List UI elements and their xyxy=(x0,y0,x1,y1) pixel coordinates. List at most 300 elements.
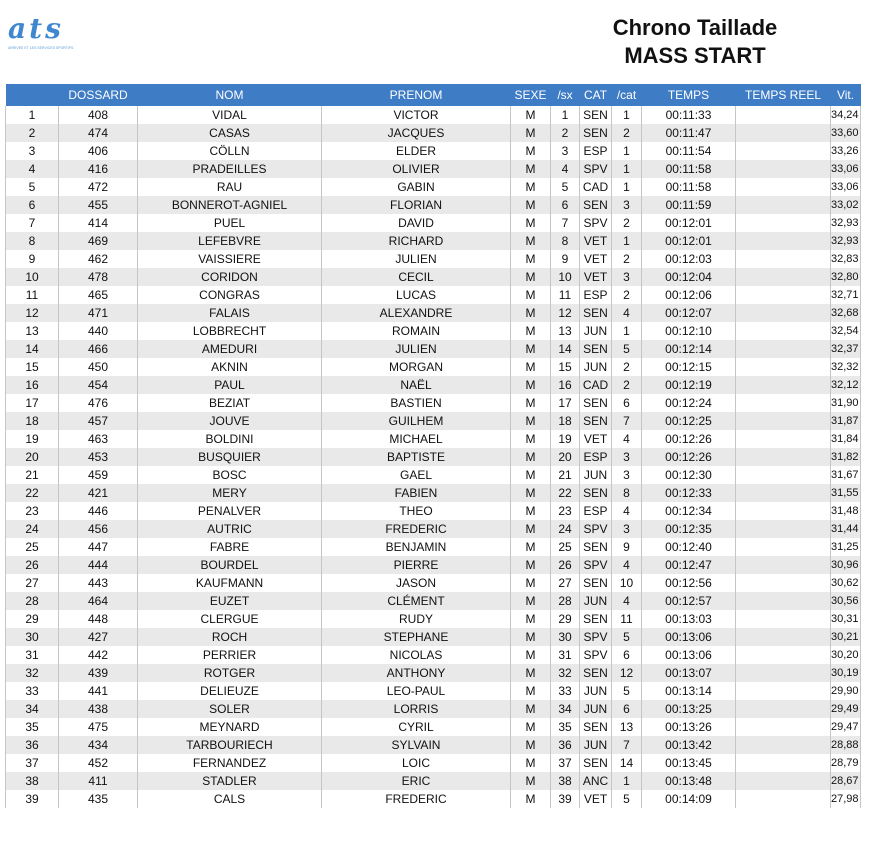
cell-rank-sex: 2 xyxy=(551,124,580,142)
cell-cat: JUN xyxy=(580,322,612,340)
cell-prenom: RICHARD xyxy=(322,232,511,250)
cell-rank: 20 xyxy=(6,448,59,466)
cell-nom: STADLER xyxy=(138,772,322,790)
cell-vitesse: 31,84 xyxy=(831,430,861,448)
cell-rank-cat: 3 xyxy=(612,268,642,286)
cell-vitesse: 31,44 xyxy=(831,520,861,538)
cell-rank-cat: 6 xyxy=(612,646,642,664)
cell-dossard: 443 xyxy=(59,574,138,592)
cell-rank-sex: 28 xyxy=(551,592,580,610)
cell-rank: 33 xyxy=(6,682,59,700)
cell-rank-cat: 2 xyxy=(612,358,642,376)
cell-temps-reel xyxy=(736,268,831,286)
cell-cat: SEN xyxy=(580,340,612,358)
cell-sexe: M xyxy=(511,214,551,232)
cell-rank: 26 xyxy=(6,556,59,574)
cell-temps-reel xyxy=(736,718,831,736)
table-row xyxy=(6,592,861,610)
cell-vitesse: 30,56 xyxy=(831,592,861,610)
cell-temps-reel xyxy=(736,250,831,268)
cell-temps-reel xyxy=(736,556,831,574)
cell-rank-sex: 21 xyxy=(551,466,580,484)
cell-dossard: 447 xyxy=(59,538,138,556)
cell-sexe: M xyxy=(511,628,551,646)
cell-rank-sex: 5 xyxy=(551,178,580,196)
cell-cat: SEN xyxy=(580,484,612,502)
cell-rank-cat: 1 xyxy=(612,142,642,160)
cell-vitesse: 32,71 xyxy=(831,286,861,304)
cell-rank: 38 xyxy=(6,772,59,790)
cell-rank-sex: 13 xyxy=(551,322,580,340)
cell-dossard: 455 xyxy=(59,196,138,214)
cell-dossard: 475 xyxy=(59,718,138,736)
cell-cat: VET xyxy=(580,430,612,448)
table-row xyxy=(6,538,861,556)
cell-nom: TARBOURIECH xyxy=(138,736,322,754)
table-row xyxy=(6,286,861,304)
cell-sexe: M xyxy=(511,340,551,358)
cell-vitesse: 29,47 xyxy=(831,718,861,736)
cell-cat: SPV xyxy=(580,646,612,664)
cell-rank-sex: 32 xyxy=(551,664,580,682)
cell-temps-reel xyxy=(736,106,831,124)
cell-nom: LOBBRECHT xyxy=(138,322,322,340)
table-row xyxy=(6,196,861,214)
cell-rank-cat: 13 xyxy=(612,718,642,736)
column-header-rank-cat: /cat xyxy=(616,88,637,102)
cell-dossard: 408 xyxy=(59,106,138,124)
cell-vitesse: 33,06 xyxy=(831,178,861,196)
cell-rank-cat: 4 xyxy=(612,502,642,520)
cell-vitesse: 31,67 xyxy=(831,466,861,484)
cell-prenom: FABIEN xyxy=(322,484,511,502)
cell-rank: 11 xyxy=(6,286,59,304)
cell-rank-sex: 17 xyxy=(551,394,580,412)
cell-dossard: 457 xyxy=(59,412,138,430)
cell-rank-cat: 2 xyxy=(612,376,642,394)
cell-temps-reel xyxy=(736,682,831,700)
cell-rank-cat: 1 xyxy=(612,232,642,250)
cell-rank-cat: 6 xyxy=(612,700,642,718)
table-row xyxy=(6,340,861,358)
cell-temps: 00:12:01 xyxy=(642,214,736,232)
cell-temps-reel xyxy=(736,304,831,322)
cell-vitesse: 27,98 xyxy=(831,790,861,808)
cell-rank: 30 xyxy=(6,628,59,646)
cell-vitesse: 31,87 xyxy=(831,412,861,430)
cell-vitesse: 33,60 xyxy=(831,124,861,142)
cell-temps-reel xyxy=(736,610,831,628)
cell-temps: 00:13:06 xyxy=(642,646,736,664)
cell-cat: ESP xyxy=(580,448,612,466)
cell-prenom: JULIEN xyxy=(322,340,511,358)
cell-rank-cat: 3 xyxy=(612,448,642,466)
cell-vitesse: 30,31 xyxy=(831,610,861,628)
cell-cat: VET xyxy=(580,232,612,250)
table-row xyxy=(6,646,861,664)
cell-rank-sex: 37 xyxy=(551,754,580,772)
cell-dossard: 456 xyxy=(59,520,138,538)
cell-dossard: 462 xyxy=(59,250,138,268)
cell-dossard: 427 xyxy=(59,628,138,646)
cell-vitesse: 31,90 xyxy=(831,394,861,412)
cell-temps: 00:11:59 xyxy=(642,196,736,214)
cell-vitesse: 32,80 xyxy=(831,268,861,286)
cell-rank-cat: 8 xyxy=(612,484,642,502)
cell-temps: 00:12:40 xyxy=(642,538,736,556)
cell-cat: SEN xyxy=(580,610,612,628)
cell-vitesse: 33,02 xyxy=(831,196,861,214)
cell-prenom: STEPHANE xyxy=(322,628,511,646)
cell-temps: 00:12:34 xyxy=(642,502,736,520)
table-row xyxy=(6,466,861,484)
cell-temps-reel xyxy=(736,142,831,160)
cell-dossard: 453 xyxy=(59,448,138,466)
cell-nom: PRADEILLES xyxy=(138,160,322,178)
cell-rank-cat: 4 xyxy=(612,592,642,610)
cell-rank-sex: 30 xyxy=(551,628,580,646)
cell-nom: BUSQUIER xyxy=(138,448,322,466)
table-row xyxy=(6,430,861,448)
cell-sexe: M xyxy=(511,574,551,592)
cell-prenom: BASTIEN xyxy=(322,394,511,412)
cell-temps-reel xyxy=(736,772,831,790)
cell-vitesse: 31,82 xyxy=(831,448,861,466)
cell-cat: SEN xyxy=(580,574,612,592)
cell-dossard: 459 xyxy=(59,466,138,484)
table-row xyxy=(6,628,861,646)
cell-cat: ESP xyxy=(580,286,612,304)
table-row xyxy=(6,250,861,268)
cell-nom: CALS xyxy=(138,790,322,808)
cell-rank-sex: 39 xyxy=(551,790,580,808)
cell-cat: SEN xyxy=(580,106,612,124)
cell-rank: 4 xyxy=(6,160,59,178)
cell-prenom: THEO xyxy=(322,502,511,520)
cell-prenom: LOIC xyxy=(322,754,511,772)
cell-nom: CÖLLN xyxy=(138,142,322,160)
column-header-vitesse: Vit. xyxy=(836,88,855,102)
cell-sexe: M xyxy=(511,700,551,718)
cell-rank-cat: 2 xyxy=(612,286,642,304)
cell-rank-sex: 25 xyxy=(551,538,580,556)
cell-temps: 00:12:14 xyxy=(642,340,736,358)
logo-text: ats xyxy=(8,12,64,45)
table-row xyxy=(6,232,861,250)
cell-temps: 00:14:09 xyxy=(642,790,736,808)
cell-sexe: M xyxy=(511,484,551,502)
cell-dossard: 421 xyxy=(59,484,138,502)
cell-sexe: M xyxy=(511,790,551,808)
cell-prenom: RUDY xyxy=(322,610,511,628)
table-row xyxy=(6,700,861,718)
cell-prenom: MORGAN xyxy=(322,358,511,376)
cell-vitesse: 30,62 xyxy=(831,574,861,592)
cell-cat: VET xyxy=(580,790,612,808)
cell-temps-reel xyxy=(736,790,831,808)
cell-sexe: M xyxy=(511,322,551,340)
cell-cat: SEN xyxy=(580,304,612,322)
cell-rank-cat: 1 xyxy=(612,322,642,340)
cell-rank: 31 xyxy=(6,646,59,664)
cell-nom: BOSC xyxy=(138,466,322,484)
cell-nom: PUEL xyxy=(138,214,322,232)
cell-nom: CLERGUE xyxy=(138,610,322,628)
column-header-sexe: SEXE xyxy=(514,88,547,102)
cell-temps-reel xyxy=(736,178,831,196)
cell-cat: SPV xyxy=(580,160,612,178)
cell-dossard: 450 xyxy=(59,358,138,376)
cell-sexe: M xyxy=(511,124,551,142)
cell-rank-cat: 3 xyxy=(612,466,642,484)
cell-prenom: MICHAEL xyxy=(322,430,511,448)
cell-rank-cat: 9 xyxy=(612,538,642,556)
cell-sexe: M xyxy=(511,664,551,682)
cell-rank: 39 xyxy=(6,790,59,808)
cell-sexe: M xyxy=(511,520,551,538)
cell-temps-reel xyxy=(736,214,831,232)
column-header-rank xyxy=(6,84,59,106)
cell-temps-reel xyxy=(736,160,831,178)
results-table xyxy=(5,84,861,808)
cell-prenom: LUCAS xyxy=(322,286,511,304)
cell-rank-sex: 35 xyxy=(551,718,580,736)
cell-cat: ESP xyxy=(580,502,612,520)
table-row xyxy=(6,124,861,142)
cell-rank: 14 xyxy=(6,340,59,358)
cell-dossard: 411 xyxy=(59,772,138,790)
cell-rank-cat: 10 xyxy=(612,574,642,592)
cell-temps-reel xyxy=(736,754,831,772)
cell-cat: SPV xyxy=(580,520,612,538)
cell-temps: 00:12:57 xyxy=(642,592,736,610)
table-row xyxy=(6,358,861,376)
cell-vitesse: 30,20 xyxy=(831,646,861,664)
cell-prenom: JULIEN xyxy=(322,250,511,268)
cell-dossard: 448 xyxy=(59,610,138,628)
cell-prenom: CYRIL xyxy=(322,718,511,736)
cell-rank-sex: 6 xyxy=(551,196,580,214)
cell-sexe: M xyxy=(511,646,551,664)
cell-rank-cat: 14 xyxy=(612,754,642,772)
cell-rank-cat: 4 xyxy=(612,304,642,322)
cell-temps: 00:13:03 xyxy=(642,610,736,628)
cell-temps: 00:12:15 xyxy=(642,358,736,376)
page-title xyxy=(560,14,830,70)
cell-temps: 00:12:04 xyxy=(642,268,736,286)
cell-temps: 00:12:47 xyxy=(642,556,736,574)
cell-rank: 7 xyxy=(6,214,59,232)
cell-temps: 00:13:48 xyxy=(642,772,736,790)
cell-sexe: M xyxy=(511,268,551,286)
cell-dossard: 463 xyxy=(59,430,138,448)
cell-temps-reel xyxy=(736,664,831,682)
cell-temps-reel xyxy=(736,412,831,430)
cell-nom: MERY xyxy=(138,484,322,502)
cell-dossard: 440 xyxy=(59,322,138,340)
cell-nom: AUTRIC xyxy=(138,520,322,538)
column-header-dossard: DOSSARD xyxy=(68,88,128,102)
cell-rank: 22 xyxy=(6,484,59,502)
cell-rank-sex: 4 xyxy=(551,160,580,178)
cell-rank: 32 xyxy=(6,664,59,682)
cell-nom: MEYNARD xyxy=(138,718,322,736)
cell-cat: SPV xyxy=(580,556,612,574)
cell-vitesse: 29,90 xyxy=(831,682,861,700)
cell-rank-cat: 1 xyxy=(612,160,642,178)
cell-vitesse: 32,93 xyxy=(831,214,861,232)
cell-prenom: VICTOR xyxy=(322,106,511,124)
cell-nom: FALAIS xyxy=(138,304,322,322)
cell-nom: LEFEBVRE xyxy=(138,232,322,250)
cell-rank-cat: 1 xyxy=(612,178,642,196)
cell-rank-cat: 5 xyxy=(612,790,642,808)
cell-temps-reel xyxy=(736,448,831,466)
table-row xyxy=(6,484,861,502)
cell-rank-sex: 1 xyxy=(551,106,580,124)
cell-temps: 00:12:35 xyxy=(642,520,736,538)
cell-temps: 00:12:26 xyxy=(642,430,736,448)
cell-vitesse: 30,21 xyxy=(831,628,861,646)
table-row xyxy=(6,106,861,124)
cell-rank-sex: 24 xyxy=(551,520,580,538)
cell-temps-reel xyxy=(736,286,831,304)
cell-temps: 00:12:07 xyxy=(642,304,736,322)
cell-temps-reel xyxy=(736,628,831,646)
table-row xyxy=(6,214,861,232)
cell-nom: PAUL xyxy=(138,376,322,394)
cell-sexe: M xyxy=(511,592,551,610)
cell-prenom: BENJAMIN xyxy=(322,538,511,556)
cell-cat: SEN xyxy=(580,394,612,412)
event-name: Chrono Taillade xyxy=(612,15,778,40)
table-row xyxy=(6,160,861,178)
cell-cat: SEN xyxy=(580,538,612,556)
cell-temps: 00:12:01 xyxy=(642,232,736,250)
column-header-temps-reel: TEMPS REEL xyxy=(744,88,822,102)
cell-vitesse: 28,88 xyxy=(831,736,861,754)
table-row xyxy=(6,394,861,412)
cell-temps: 00:11:58 xyxy=(642,160,736,178)
cell-vitesse: 28,79 xyxy=(831,754,861,772)
cell-temps-reel xyxy=(736,196,831,214)
cell-temps: 00:13:26 xyxy=(642,718,736,736)
cell-sexe: M xyxy=(511,448,551,466)
header-row xyxy=(6,84,861,106)
cell-temps-reel xyxy=(736,502,831,520)
cell-temps-reel xyxy=(736,376,831,394)
cell-vitesse: 29,49 xyxy=(831,700,861,718)
cell-rank-sex: 23 xyxy=(551,502,580,520)
cell-sexe: M xyxy=(511,556,551,574)
cell-cat: JUN xyxy=(580,700,612,718)
cell-rank: 36 xyxy=(6,736,59,754)
column-header-rank-sex: /sx xyxy=(557,88,573,102)
cell-rank-cat: 11 xyxy=(612,610,642,628)
cell-temps: 00:12:03 xyxy=(642,250,736,268)
cell-sexe: M xyxy=(511,754,551,772)
logo-subtitle: ARRIVEE ET LES SERVICES SPORTIFS xyxy=(8,46,74,50)
cell-rank-sex: 27 xyxy=(551,574,580,592)
cell-temps-reel xyxy=(736,466,831,484)
cell-dossard: 452 xyxy=(59,754,138,772)
cell-nom: EUZET xyxy=(138,592,322,610)
cell-rank-sex: 22 xyxy=(551,484,580,502)
race-name: MASS START xyxy=(624,43,766,68)
cell-temps: 00:12:33 xyxy=(642,484,736,502)
cell-temps: 00:13:42 xyxy=(642,736,736,754)
cell-rank-cat: 12 xyxy=(612,664,642,682)
cell-dossard: 464 xyxy=(59,592,138,610)
cell-rank-sex: 31 xyxy=(551,646,580,664)
cell-nom: BOURDEL xyxy=(138,556,322,574)
cell-rank: 34 xyxy=(6,700,59,718)
column-header-temps: TEMPS xyxy=(667,88,710,102)
cell-nom: CASAS xyxy=(138,124,322,142)
cell-dossard: 466 xyxy=(59,340,138,358)
cell-sexe: M xyxy=(511,466,551,484)
cell-rank: 10 xyxy=(6,268,59,286)
cell-rank-cat: 7 xyxy=(612,412,642,430)
table-row xyxy=(6,178,861,196)
cell-nom: PENALVER xyxy=(138,502,322,520)
cell-temps-reel xyxy=(736,520,831,538)
cell-vitesse: 33,26 xyxy=(831,142,861,160)
cell-temps: 00:13:45 xyxy=(642,754,736,772)
cell-sexe: M xyxy=(511,502,551,520)
cell-sexe: M xyxy=(511,718,551,736)
cell-vitesse: 32,12 xyxy=(831,376,861,394)
cell-nom: DELIEUZE xyxy=(138,682,322,700)
cell-prenom: DAVID xyxy=(322,214,511,232)
cell-rank-cat: 3 xyxy=(612,196,642,214)
cell-temps-reel xyxy=(736,394,831,412)
cell-rank-sex: 36 xyxy=(551,736,580,754)
cell-sexe: M xyxy=(511,304,551,322)
cell-nom: VIDAL xyxy=(138,106,322,124)
cell-temps: 00:11:47 xyxy=(642,124,736,142)
cell-sexe: M xyxy=(511,412,551,430)
cell-rank-cat: 2 xyxy=(612,250,642,268)
cell-rank-cat: 2 xyxy=(612,214,642,232)
cell-nom: CONGRAS xyxy=(138,286,322,304)
cell-sexe: M xyxy=(511,610,551,628)
cell-vitesse: 32,37 xyxy=(831,340,861,358)
cell-sexe: M xyxy=(511,196,551,214)
cell-rank-cat: 4 xyxy=(612,430,642,448)
table-row xyxy=(6,754,861,772)
cell-sexe: M xyxy=(511,286,551,304)
cell-sexe: M xyxy=(511,232,551,250)
cell-dossard: 435 xyxy=(59,790,138,808)
table-row xyxy=(6,142,861,160)
cell-nom: SOLER xyxy=(138,700,322,718)
cell-cat: JUN xyxy=(580,736,612,754)
cell-dossard: 472 xyxy=(59,178,138,196)
cell-nom: KAUFMANN xyxy=(138,574,322,592)
cell-vitesse: 30,19 xyxy=(831,664,861,682)
cell-dossard: 441 xyxy=(59,682,138,700)
cell-nom: AKNIN xyxy=(138,358,322,376)
cell-prenom: ALEXANDRE xyxy=(322,304,511,322)
cell-rank-sex: 34 xyxy=(551,700,580,718)
cell-rank: 37 xyxy=(6,754,59,772)
cell-vitesse: 32,54 xyxy=(831,322,861,340)
table-row xyxy=(6,376,861,394)
cell-sexe: M xyxy=(511,106,551,124)
cell-temps: 00:12:10 xyxy=(642,322,736,340)
cell-vitesse: 28,67 xyxy=(831,772,861,790)
